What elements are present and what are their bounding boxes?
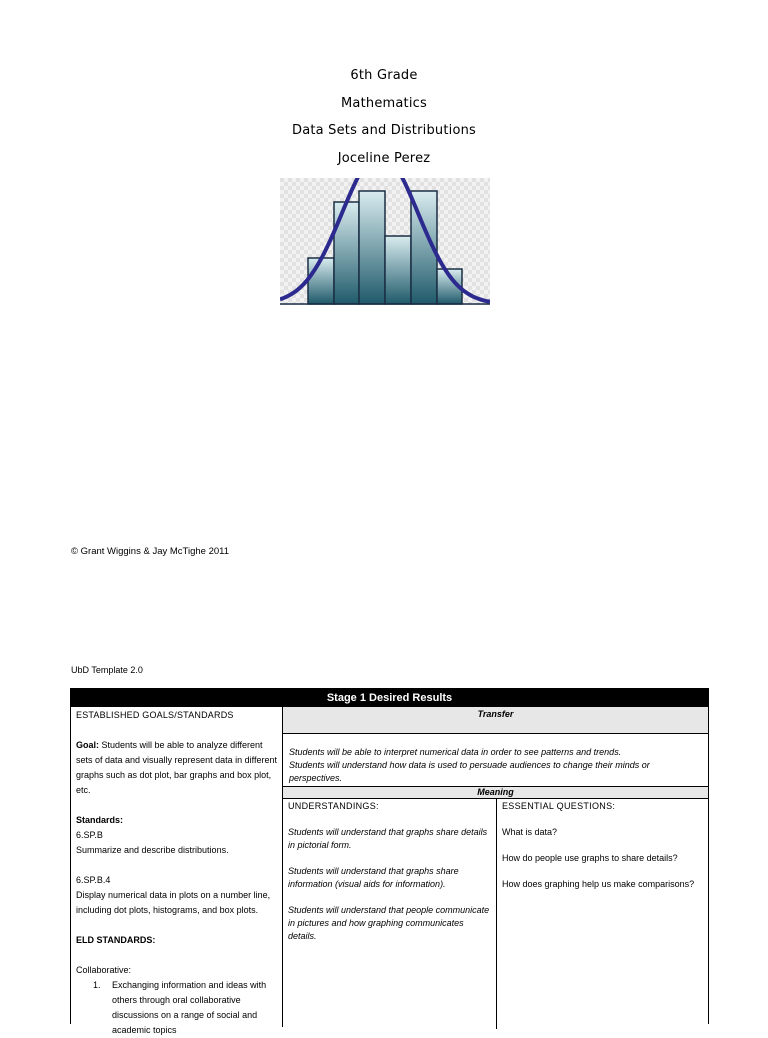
- histogram-bell-curve-image: [280, 178, 490, 305]
- copyright-notice: © Grant Wiggins & Jay McTighe 2011: [71, 546, 230, 557]
- essential-question-item: How does graphing help us make comparisons?: [502, 879, 695, 889]
- goals-heading: ESTABLISHED GOALS/STANDARDS: [76, 710, 234, 720]
- stage1-header: Stage 1 Desired Results: [71, 689, 708, 707]
- unit-title: Data Sets and Distributions: [291, 123, 477, 138]
- standard-code-2: 6.SP.B.4: [76, 875, 111, 885]
- goal-text: Students will be able to analyze different sets of data and visually represent data in different graphs such as dot plot, bar graphs and box plot, etc.: [76, 740, 277, 795]
- collaborative-label: Collaborative:: [76, 965, 132, 975]
- stage1-table: [70, 688, 709, 1035]
- eld-standards-label: ELD STANDARDS:: [76, 935, 156, 945]
- transfer-line: Students will be able to interpret numerical data in order to see patterns and trends.: [289, 747, 622, 757]
- template-label: UbD Template 2.0: [71, 665, 143, 675]
- histogram-bar: [334, 202, 359, 304]
- standards-label: Standards:: [76, 815, 124, 825]
- understanding-item: Students will understand that graphs share details in pictorial form.: [288, 827, 488, 850]
- understanding-item: Students will understand that people communicate in pictures and how graphing communicates details.: [288, 905, 490, 941]
- transfer-bar: Transfer: [283, 707, 708, 734]
- meaning-bar: Meaning: [283, 786, 708, 799]
- histogram-bar: [359, 191, 385, 304]
- eld-item-number: 1.: [93, 980, 101, 990]
- goals-standards-column: [71, 707, 283, 1035]
- goal-paragraph: [76, 738, 277, 798]
- histogram-bar: [308, 258, 334, 304]
- eld-list-item: [76, 978, 277, 1038]
- standard-text-1: Summarize and describe distributions.: [76, 845, 229, 855]
- transfer-text: [289, 746, 699, 785]
- subject-title: Mathematics: [341, 95, 427, 111]
- histogram-bar: [385, 236, 411, 304]
- essential-question-item: What is data?: [502, 827, 558, 837]
- author-name: Joceline Perez: [337, 150, 431, 166]
- goal-label: Goal:: [76, 740, 100, 750]
- cover-title-block: [0, 66, 768, 176]
- understandings-column: [283, 799, 497, 1029]
- essential-question-item: How do people use graphs to share details?: [502, 853, 678, 863]
- eld-item-text: Exchanging information and ideas with others through oral collaborative discussions on a range of social and academic topics: [112, 980, 267, 1035]
- transfer-line: Students will understand how data is used to persuade audiences to change their minds or perspectives.: [289, 760, 650, 783]
- standard-text-2: Display numerical data in plots on a number line, including dot plots, histograms, and box plots.: [76, 890, 271, 915]
- essential-questions-column: [497, 799, 708, 1029]
- essential-questions-heading: ESSENTIAL QUESTIONS:: [502, 801, 616, 811]
- understanding-item: Students will understand that graphs share information (visual aids for information).: [288, 866, 459, 889]
- standard-code-1: 6.SP.B: [76, 830, 103, 840]
- understandings-heading: UNDERSTANDINGS:: [288, 801, 379, 811]
- grade-title: 6th Grade: [350, 68, 418, 83]
